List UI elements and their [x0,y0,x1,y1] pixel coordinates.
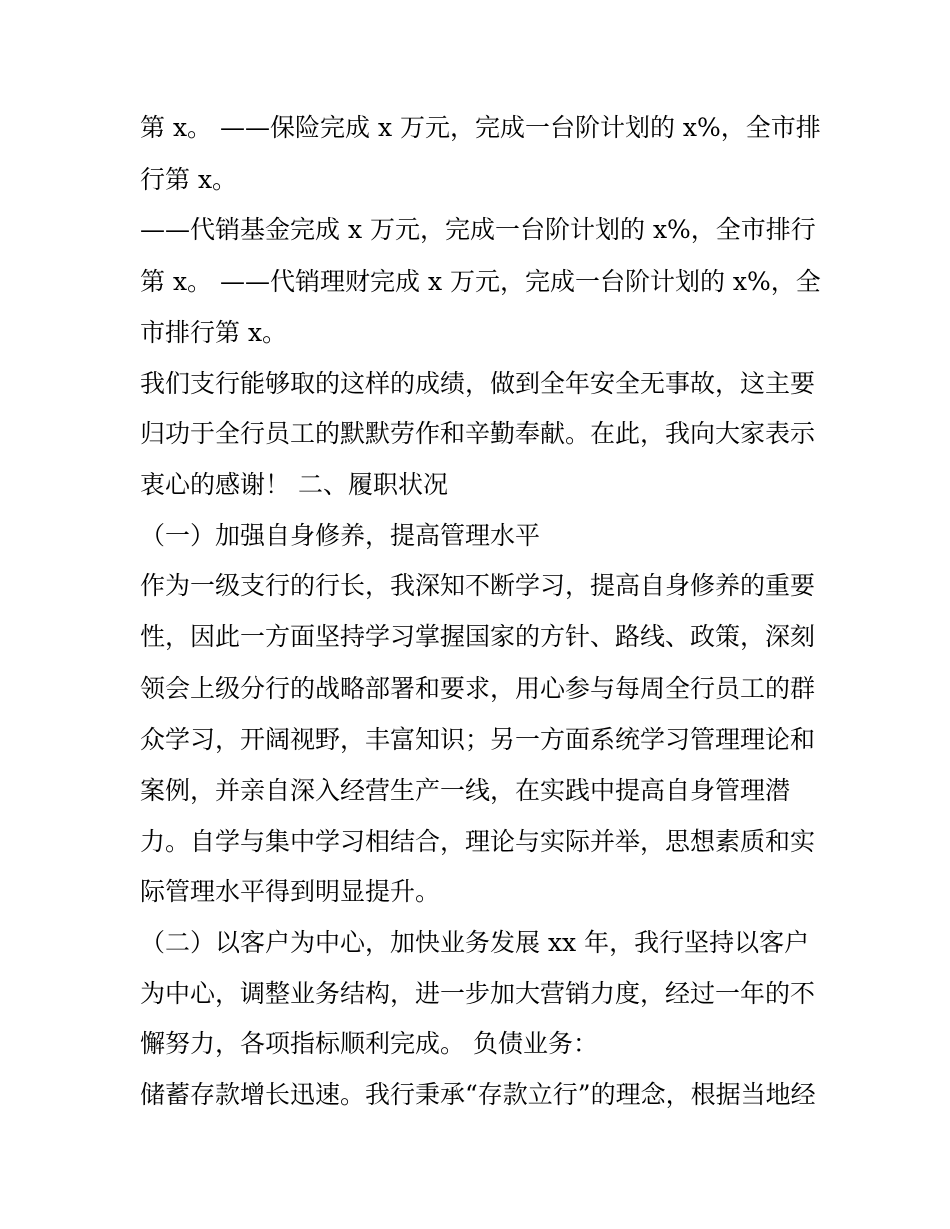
text-line: 市排行第 x。 [140,318,288,347]
text-line: 归功于全行员工的默默劳作和辛勤奉献。在此，我向大家表示 [140,419,816,448]
text-line: 为中心，调整业务结构，进一步加大营销力度，经过一年的不 [140,979,816,1008]
text-line: 际管理水平得到明显提升。 [140,877,441,906]
text-line: 行第 x。 [140,165,238,194]
section-heading: （一）加强自身修养，提高管理水平 [140,521,541,550]
text-line: 领会上级分行的战略部署和要求，用心参与每周全行员工的群 [140,674,816,703]
text-line: 我们支行能够取的这样的成绩，做到全年安全无事故，这主要 [140,369,816,398]
text-line: 第 x。 ——保险完成 x 万元，完成一台阶计划的 x%，全市排 [140,113,821,142]
text-line: 第 x。 ——代销理财完成 x 万元，完成一台阶计划的 x%，全 [140,267,821,296]
text-line: 性，因此一方面坚持学习掌握国家的方针、路线、政策，深刻 [140,622,816,651]
section-heading: （二）以客户为中心，加快业务发展 xx 年，我行坚持以客户 [140,928,810,957]
text-line: 懈努力，各项指标顺利完成。 负债业务： [140,1029,598,1058]
text-line: 力。自学与集中学习相结合，理论与实际并举，思想素质和实 [140,827,816,856]
text-line: 案例，并亲自深入经营生产一线，在实践中提高自身管理潜 [140,776,791,805]
text-line: 众学习，开阔视野，丰富知识；另一方面系统学习管理理论和 [140,725,816,754]
text-line: 储蓄存款增长迅速。我行秉承“存款立行”的理念，根据当地经 [140,1080,816,1109]
text-line: 作为一级支行的行长，我深知不断学习，提高自身修养的重要 [140,571,816,600]
text-line: ——代销基金完成 x 万元，完成一台阶计划的 x%，全市排行 [140,215,816,244]
text-line: 衷心的感谢！ 二、履职状况 [140,470,448,499]
